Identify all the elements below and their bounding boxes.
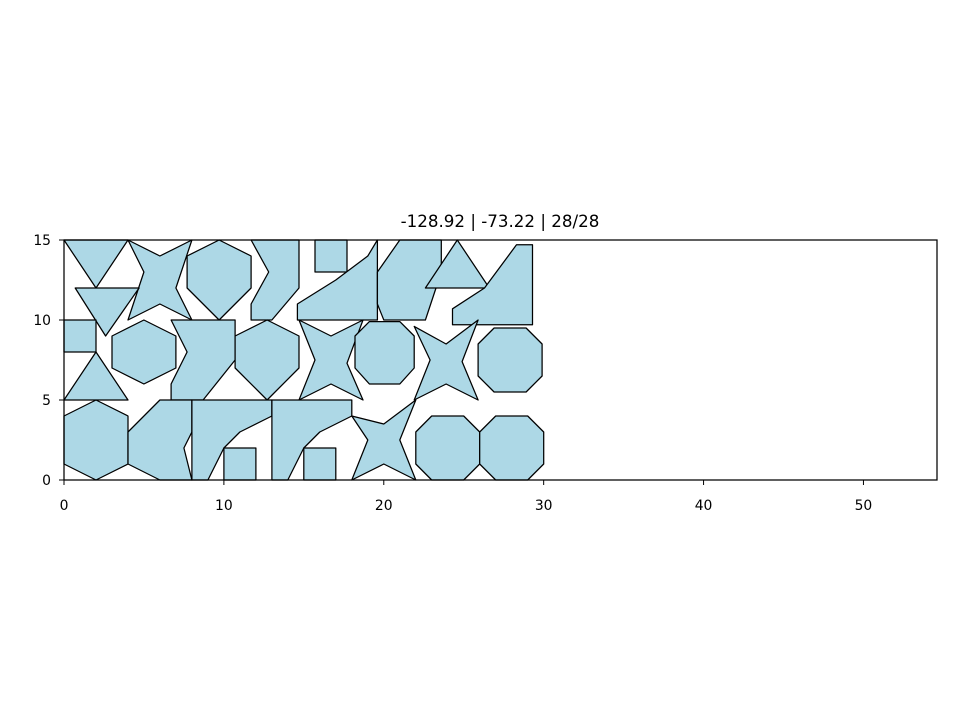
piece-octagon-4 [480, 416, 544, 480]
y-tick-label: 10 [33, 313, 51, 329]
piece-square-2 [64, 320, 96, 352]
chart-title: -128.92 | -73.22 | 28/28 [400, 211, 600, 231]
x-tick-label: 20 [374, 498, 393, 514]
piece-octagon-2 [478, 328, 542, 392]
piece-octagon-1 [355, 322, 414, 384]
y-tick-label: 5 [42, 393, 51, 409]
piece-hexagon-4 [64, 400, 128, 480]
piece-square-4 [304, 448, 336, 480]
piece-square-1 [315, 240, 347, 272]
piece-square-3 [224, 448, 256, 480]
piece-octagon-3 [416, 416, 480, 480]
x-tick-label: 50 [854, 498, 873, 514]
y-tick-label: 15 [33, 233, 51, 249]
x-tick-label: 40 [694, 498, 713, 514]
y-tick-label: 0 [42, 473, 51, 489]
x-tick-label: 30 [534, 498, 553, 514]
x-tick-label: 0 [59, 498, 69, 514]
x-tick-label: 10 [215, 498, 233, 514]
